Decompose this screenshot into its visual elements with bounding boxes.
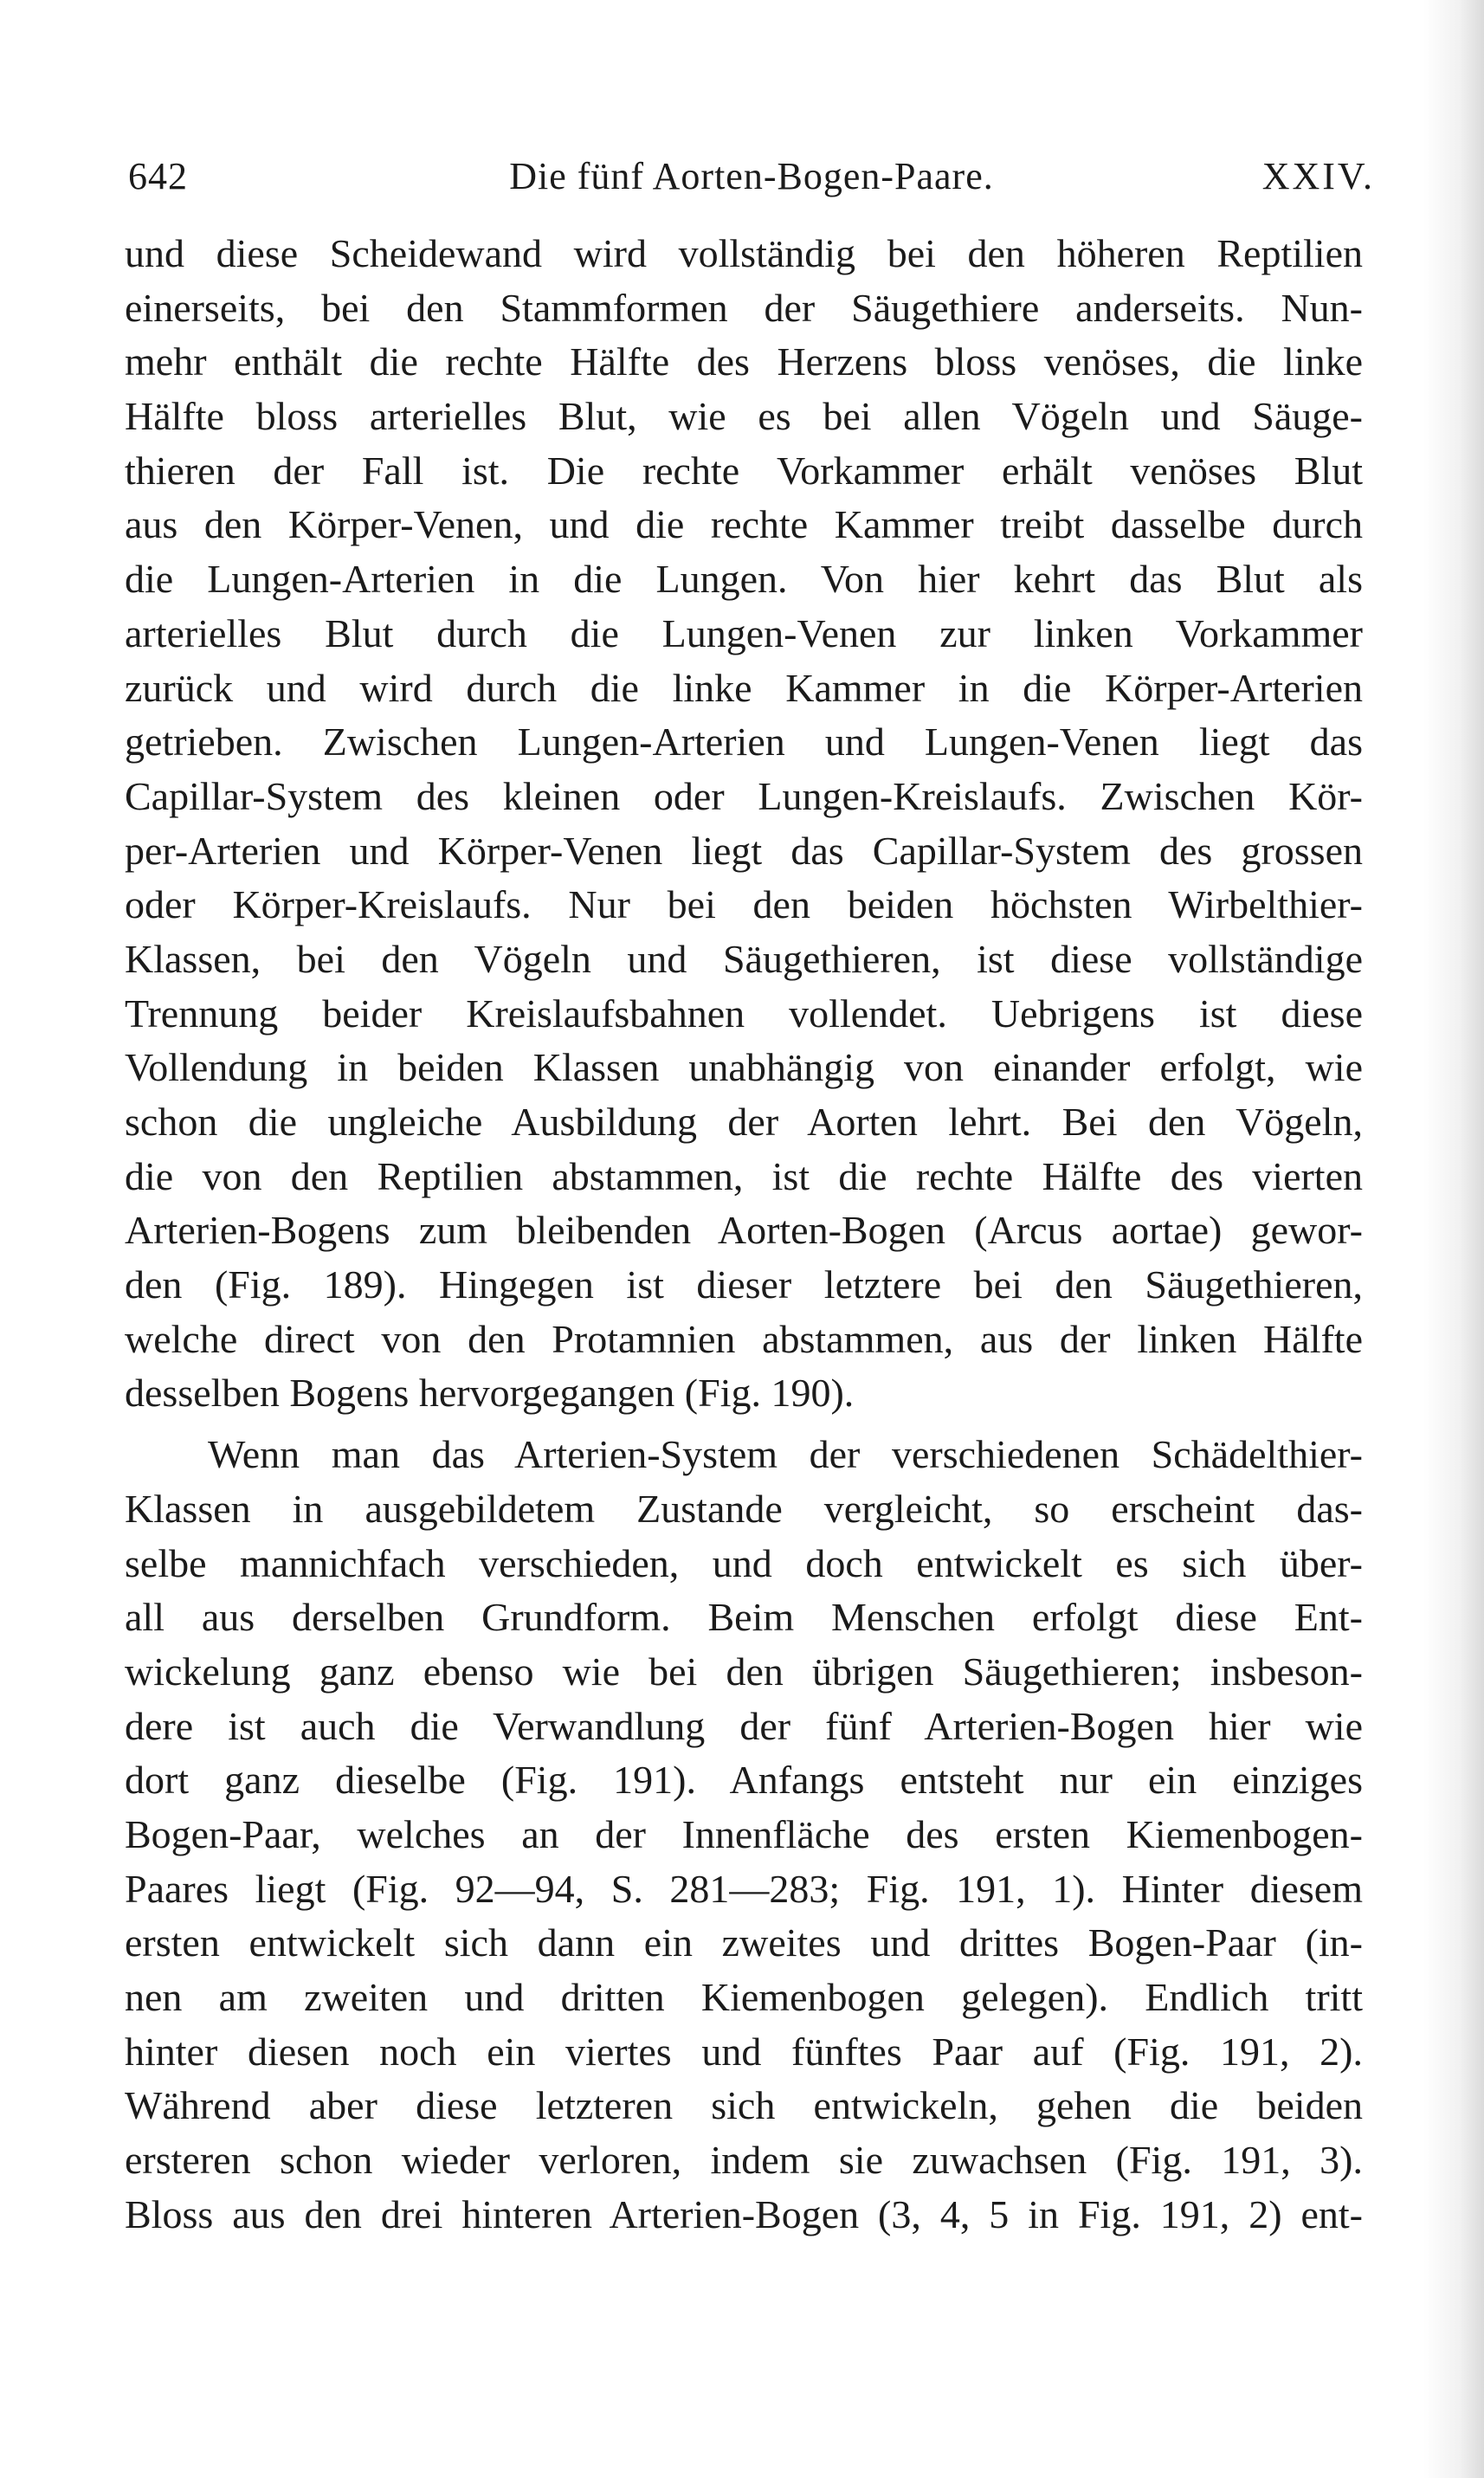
text-line: die Lungen-Arterien in die Lungen. Von hier kehrt das Blut als: [125, 557, 1363, 602]
paragraph-gap: [125, 1421, 1363, 1428]
text-line: wickelung ganz ebenso wie bei den übrigen Säugethieren; insbeson-: [125, 1649, 1363, 1694]
text-line: Hälfte bloss arterielles Blut, wie es bei allen Vögeln und Säuge-: [125, 394, 1363, 439]
text-line: selbe mannichfach verschieden, und doch entwickelt es sich über-: [125, 1540, 1363, 1585]
text-line: Klassen in ausgebildetem Zustande vergleicht, so erscheint das-: [125, 1486, 1363, 1531]
text-line: Trennung beider Kreislaufsbahnen vollendet. Uebrigens ist diese: [125, 991, 1363, 1036]
text-line: die von den Reptilien abstammen, ist die rechte Hälfte des vierten: [125, 1153, 1363, 1198]
text-line: Klassen, bei den Vögeln und Säugethieren, ist diese vollständige: [125, 936, 1363, 981]
text-line: zurück und wird durch die linke Kammer in die Körper-Arterien: [125, 665, 1363, 710]
text-line: welche direct von den Protamnien abstammen, aus der linken Hälfte: [125, 1316, 1363, 1361]
page-number: 642: [128, 155, 188, 197]
text-line: Vollendung in beiden Klassen unabhängig von einander erfolgt, wie: [125, 1045, 1363, 1090]
text-line: oder Körper-Kreislaufs. Nur bei den beiden höchsten Wirbelthier-: [125, 882, 1363, 927]
text-line: einerseits, bei den Stammformen der Säugethiere anderseits. Nun-: [125, 285, 1363, 330]
body-text: [125, 227, 1363, 2242]
text-line: arterielles Blut durch die Lungen-Venen zur linken Vorkammer: [125, 610, 1363, 655]
text-line: hinter diesen noch ein viertes und fünftes Paar auf (Fig. 191, 2).: [125, 2029, 1363, 2074]
running-title: Die fünf Aorten-Bogen-Paare.: [509, 155, 994, 197]
text-line: getrieben. Zwischen Lungen-Arterien und Lungen-Venen liegt das: [125, 720, 1363, 765]
text-line: Paares liegt (Fig. 92—94, S. 281—283; Fig. 191, 1). Hinter diesem: [125, 1866, 1363, 1911]
text-line: per-Arterien und Körper-Venen liegt das Capillar-System des grossen: [125, 828, 1363, 873]
text-line: Während aber diese letzteren sich entwickeln, gehen die beiden: [125, 2083, 1363, 2128]
text-line: dort ganz dieselbe (Fig. 191). Anfangs entsteht nur ein einziges: [125, 1758, 1363, 1803]
text-line: Bloss aus den drei hinteren Arterien-Bogen (3, 4, 5 in Fig. 191, 2) ent-: [125, 2191, 1363, 2236]
page-header: [128, 154, 1375, 215]
paragraph-1: [125, 227, 1363, 1421]
paragraph-2: [125, 1428, 1363, 2242]
text-line: desselben Bogens hervorgegangen (Fig. 190).: [125, 1371, 855, 1416]
page-edge-shadow: [1423, 0, 1484, 2478]
chapter-number: XXIV.: [1261, 155, 1375, 197]
text-line: nen am zweiten und dritten Kiemenbogen gelegen). Endlich tritt: [125, 1975, 1363, 2019]
text-line: thieren der Fall ist. Die rechte Vorkammer erhält venöses Blut: [125, 448, 1363, 493]
text-line: aus den Körper-Venen, und die rechte Kammer treibt dasselbe durch: [125, 502, 1363, 547]
text-line: ersteren schon wieder verloren, indem sie zuwachsen (Fig. 191, 3).: [125, 2138, 1363, 2183]
text-line: Wenn man das Arterien-System der verschiedenen Schädelthier-: [208, 1432, 1363, 1477]
text-line: Arterien-Bogens zum bleibenden Aorten-Bogen (Arcus aortae) gewor-: [125, 1208, 1363, 1253]
text-line: mehr enthält die rechte Hälfte des Herzens bloss venöses, die linke: [125, 339, 1363, 384]
text-line: schon die ungleiche Ausbildung der Aorten lehrt. Bei den Vögeln,: [125, 1100, 1363, 1144]
text-line: Capillar-System des kleinen oder Lungen-Kreislaufs. Zwischen Kör-: [125, 773, 1363, 818]
text-line: ersten entwickelt sich dann ein zweites und drittes Bogen-Paar (in-: [125, 1920, 1363, 1965]
text-line: und diese Scheidewand wird vollständig bei den höheren Reptilien: [125, 231, 1363, 275]
text-line: Bogen-Paar, welches an der Innenfläche des ersten Kiemenbogen-: [125, 1811, 1363, 1856]
text-line: all aus derselben Grundform. Beim Menschen erfolgt diese Ent-: [125, 1595, 1363, 1640]
text-line: dere ist auch die Verwandlung der fünf Arterien-Bogen hier wie: [125, 1703, 1363, 1748]
text-line: den (Fig. 189). Hingegen ist dieser letztere bei den Säugethieren,: [125, 1262, 1363, 1307]
